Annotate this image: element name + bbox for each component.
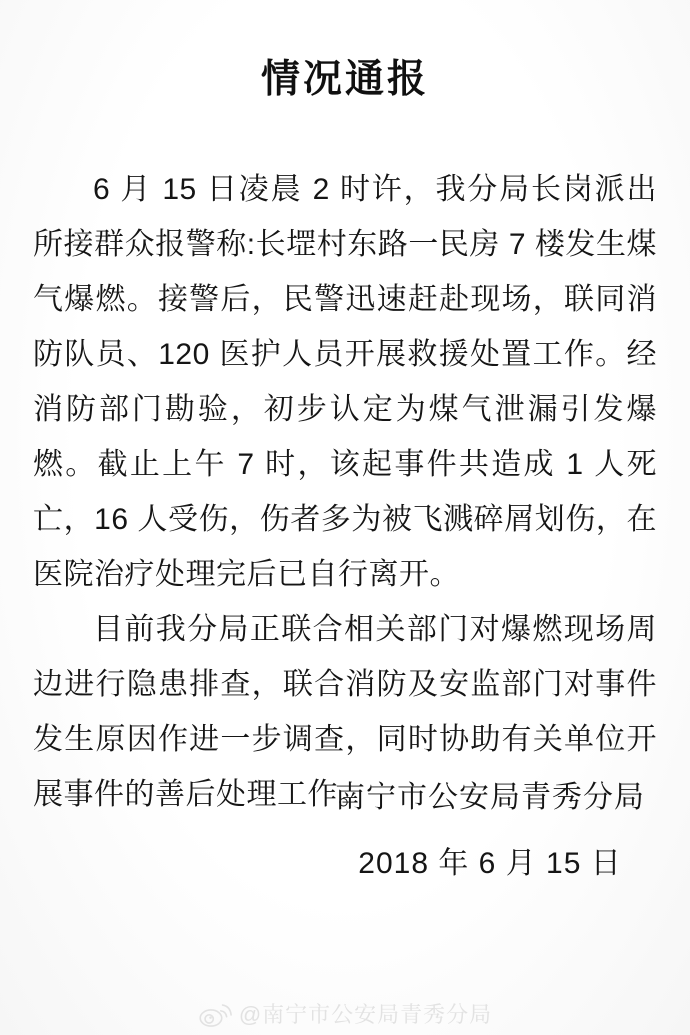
- notice-paragraph-2: 目前我分局正联合相关部门对爆燃现场周边进行隐患排查，联合消防及安监部门对事件发生原因作进一步调查，同时协助有关单位开展事件的善后处理工作。: [33, 613, 657, 811]
- signature-block: [335, 772, 645, 882]
- watermark-text: @南宁市公安局青秀分局: [238, 1002, 493, 1027]
- page-title: 情况通报: [260, 58, 429, 101]
- watermark: [0, 998, 690, 1029]
- issuing-authority: 南宁市公安局青秀分局: [335, 781, 645, 814]
- notice-paragraph-1: 6 月 15 日凌晨 2 时许，我分局长岗派出所接群众报警称:长堽村东路一民房 7 楼发生煤气爆燃。接警后，民警迅速赶赴现场，联同消防队员、120 医护人员开展救援处置工作。经消防部门勘验，初步认定为煤气泄漏引发爆燃。截止上午 7 时，该起事件共造成 1 人死亡，16 人受伤，伤者多为被飞溅碎屑划伤，在医院治疗处理完后已自行离开。: [33, 173, 657, 591]
- notice-body: [33, 162, 657, 822]
- weibo-icon: [198, 1000, 232, 1028]
- issue-date: 2018 年 6 月 15 日: [358, 847, 622, 880]
